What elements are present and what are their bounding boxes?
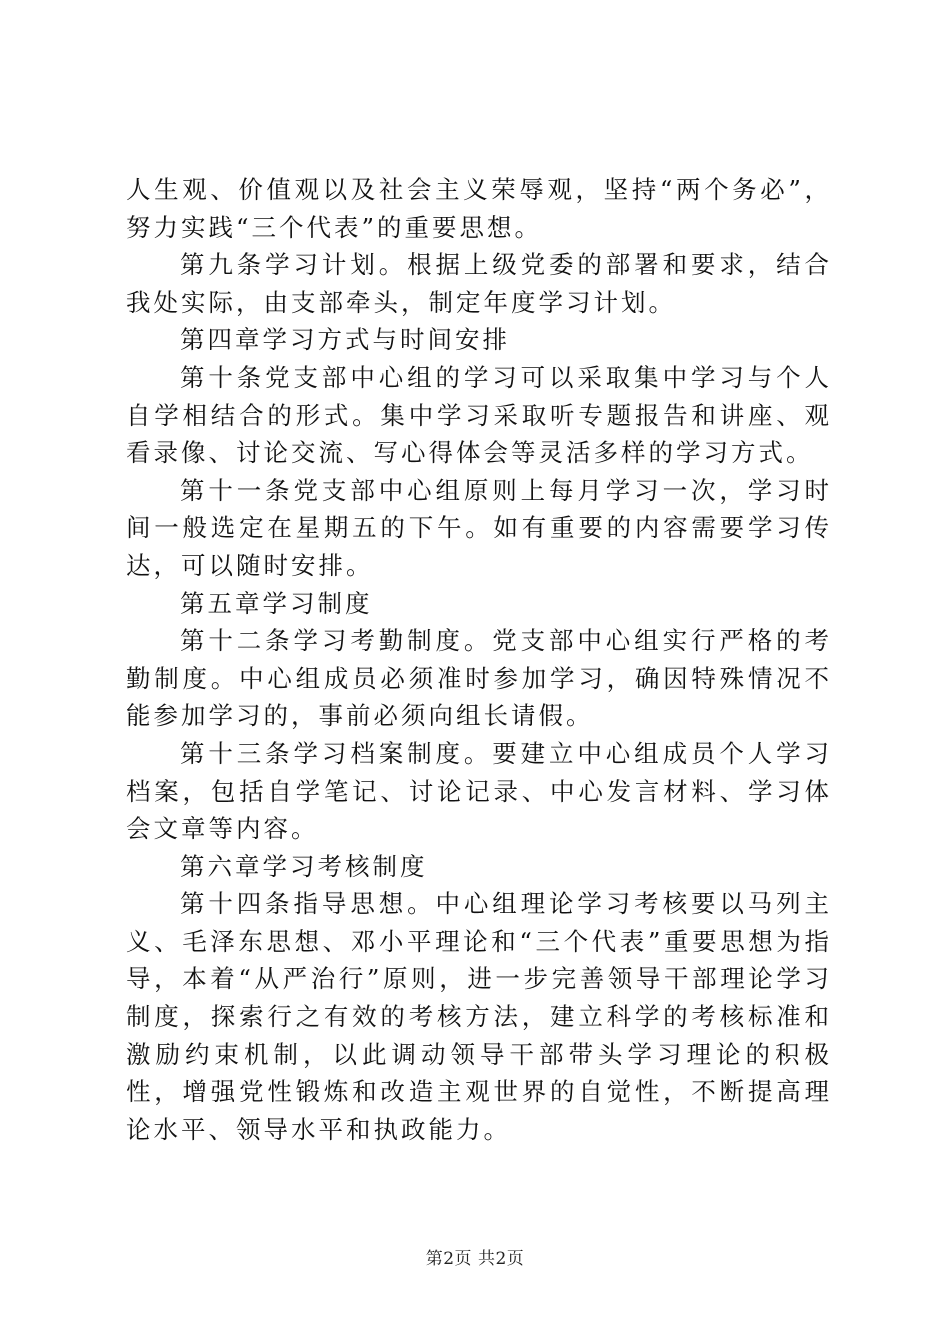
chapter-6-heading: 第六章学习考核制度 <box>180 851 428 881</box>
document-body <box>126 171 832 1148</box>
article-12-attendance: 第十二条学习考勤制度。党支部中心组实行严格的考勤制度。中心组成员必须准时参加学习，确因特殊情况不能参加学习的，事前必须向组长请假。 <box>126 626 832 731</box>
chapter-5-heading: 第五章学习制度 <box>180 588 373 618</box>
article-9-study-plan: 第九条学习计划。根据上级党委的部署和要求，结合我处实际，由支部牵头，制定年度学习计划。 <box>126 250 832 317</box>
article-11-study-schedule: 第十一条党支部中心组原则上每月学习一次，学习时间一般选定在星期五的下午。如有重要的内容需要学习传达，可以随时安排。 <box>126 475 832 580</box>
chapter-4-heading: 第四章学习方式与时间安排 <box>180 325 510 355</box>
article-13-archive: 第十三条学习档案制度。要建立中心组成员个人学习档案，包括自学笔记、讨论记录、中心发言材料、学习体会文章等内容。 <box>126 738 832 844</box>
page-number-footer: 第2页 共2页 <box>425 1249 525 1269</box>
paragraph-continuation: 人生观、价值观以及社会主义荣辱观，坚持“两个务必”，努力实践“三个代表”的重要思想。 <box>126 175 832 242</box>
article-10-study-form: 第十条党支部中心组的学习可以采取集中学习与个人自学相结合的形式。集中学习采取听专题报告和讲座、观看录像、讨论交流、写心得体会等灵活多样的学习方式。 <box>126 362 832 468</box>
article-14-guiding-ideology: 第十四条指导思想。中心组理论学习考核要以马列主义、毛泽东思想、邓小平理论和“三个代表”重要思想为指导，本着“从严治行”原则，进一步完善领导干部理论学习制度，探索行之有效的考核方法，建立科学的考核标准和激励约束机制，以此调动领导干部带头学习理论的积极性，增强党性锻炼和改造主观世界的自觉性，不断提高理论水平、领导水平和执政能力。 <box>126 889 832 1144</box>
